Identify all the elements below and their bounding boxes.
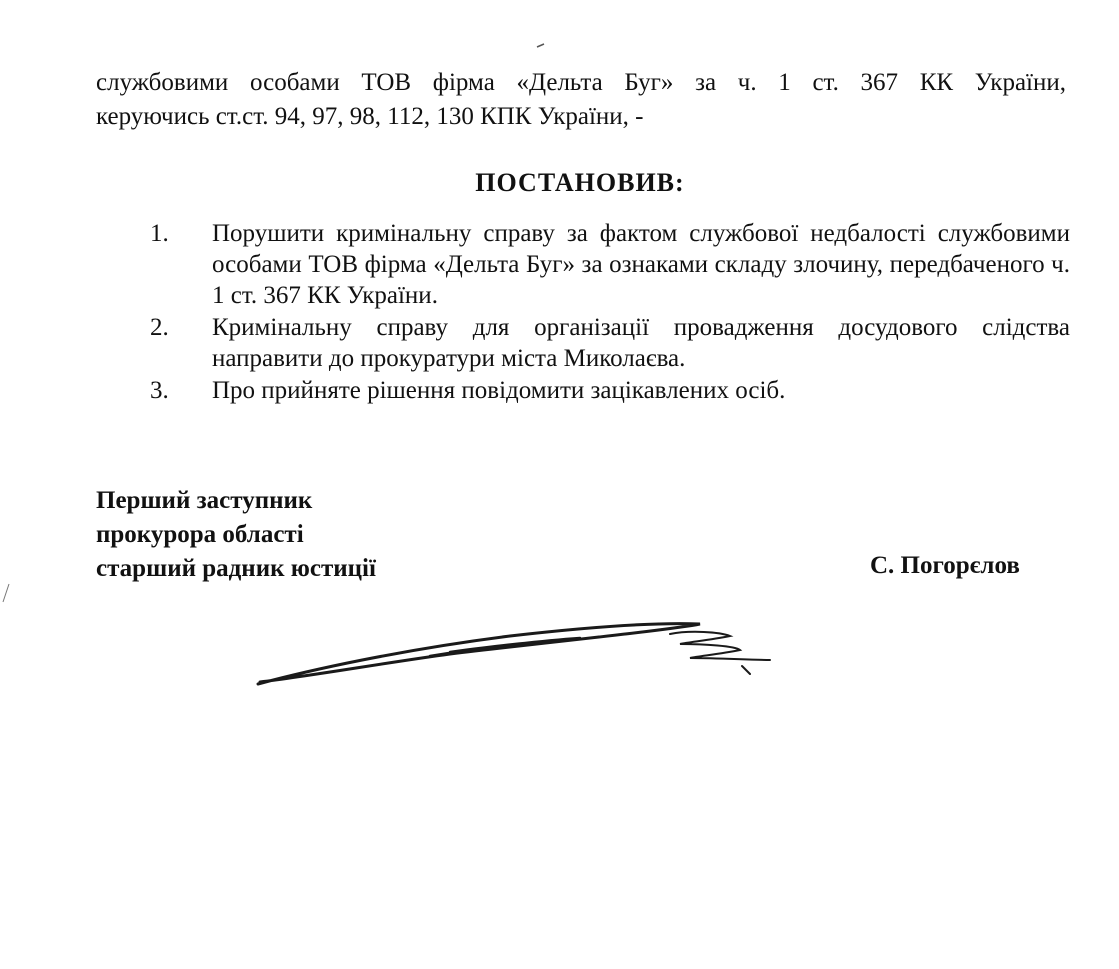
scan-edge-mark [0, 582, 12, 604]
signatory-title [96, 484, 376, 586]
decision-text: Кримінальну справу для організації провадження досудового слідства направити до прокуратури міста Миколаєва. [212, 314, 1070, 372]
decision-item-3 [150, 375, 1070, 406]
decision-number: 2. [150, 314, 169, 341]
decision-heading: ПОСТАНОВИВ: [475, 168, 685, 197]
signatory-title-line-2: прокурора області [96, 521, 304, 548]
decision-text: Порушити кримінальну справу за фактом службової недбалості службовими особами ТОВ фірма «Дельта Буг» за ознаками складу злочину, передбаченого ч. 1 ст. 367 КК України. [212, 220, 1070, 309]
signature-stroke-main [258, 624, 700, 684]
intro-paragraph [96, 66, 1066, 134]
intro-line-1: службовими особами ТОВ фірма «Дельта Буг» за ч. 1 ст. 367 КК України, [96, 69, 1066, 96]
scan-speck [536, 42, 546, 50]
decision-list [150, 218, 1070, 407]
decision-item-1 [150, 218, 1070, 311]
decision-number: 3. [150, 377, 169, 404]
handwritten-signature [250, 610, 790, 690]
decision-number: 1. [150, 220, 169, 247]
decision-text: Про прийняте рішення повідомити зацікавлених осіб. [212, 377, 786, 404]
intro-line-2: керуючись ст.ст. 94, 97, 98, 112, 130 КПК України, - [96, 103, 644, 130]
signature-stroke-tail [670, 632, 770, 674]
signatory-title-line-3: старший радник юстиції [96, 555, 376, 582]
decision-item-2 [150, 312, 1070, 374]
signatory-name: С. Погорєлов [870, 552, 1020, 579]
signatory-title-line-1: Перший заступник [96, 487, 313, 514]
